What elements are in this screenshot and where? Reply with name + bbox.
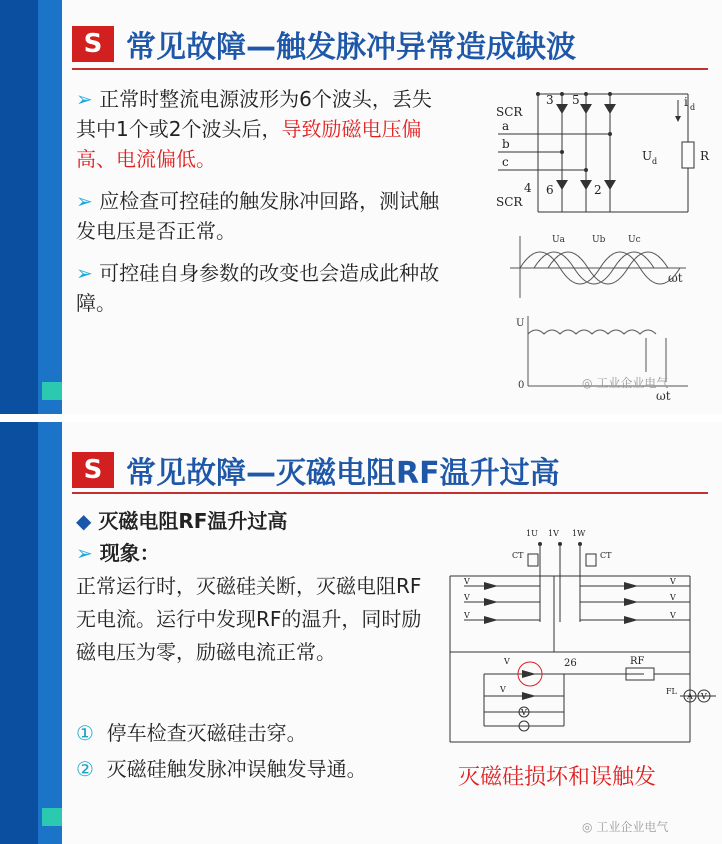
left-bar bbox=[0, 422, 38, 844]
slide-1 bbox=[0, 0, 722, 414]
bullet-2 bbox=[76, 186, 446, 246]
bullet-1-text: 正常时整流电源波形为6个波头，丢失其中1个或2个波头后， bbox=[76, 87, 432, 141]
label-ct1: CT bbox=[512, 551, 524, 560]
wave-label-wt: ωt bbox=[668, 271, 683, 285]
label-26: 26 bbox=[564, 658, 577, 669]
label-meter-v2: V bbox=[521, 708, 527, 717]
title-rule bbox=[72, 68, 708, 70]
section-heading: ◆ 灭磁电阻RF温升过高 bbox=[76, 509, 288, 533]
label-1v: 1V bbox=[548, 529, 559, 538]
brand-logo: S bbox=[72, 452, 114, 488]
wave2-label-zero: 0 bbox=[518, 380, 525, 391]
label-v-b: V bbox=[464, 593, 470, 602]
rectifier-circuit-diagram bbox=[488, 82, 716, 232]
label-1w: 1W bbox=[572, 529, 586, 538]
label-v-e: V bbox=[670, 593, 676, 602]
label-c: c bbox=[502, 155, 509, 169]
wave-label-ub: Ub bbox=[592, 235, 606, 245]
bullet-1-highlight: 导致励磁电压偏高、电流偏低。 bbox=[76, 117, 422, 171]
label-6: 6 bbox=[546, 183, 554, 197]
left-bar-inner bbox=[38, 422, 62, 844]
label-i: i bbox=[684, 95, 688, 109]
bullet-1 bbox=[76, 84, 446, 174]
left-bar-accent bbox=[42, 808, 62, 826]
left-bar bbox=[0, 0, 38, 414]
label-v-c: V bbox=[464, 611, 470, 620]
wave2-label-u: U bbox=[516, 318, 525, 329]
label-1u: 1U bbox=[526, 529, 538, 538]
label-r: R bbox=[700, 149, 710, 163]
label-meter-a: A bbox=[687, 692, 693, 701]
figure-caption: 灭磁硅损坏和误触发 bbox=[458, 765, 657, 790]
label-scr-bottom: SCR bbox=[496, 195, 523, 209]
label-v-d: V bbox=[670, 577, 676, 586]
label-ct2: CT bbox=[600, 551, 612, 560]
label-u-sub: d bbox=[652, 157, 658, 166]
watermark-2: ◎ 工业企业电气 bbox=[582, 820, 669, 834]
watermark-1: ◎ 工业企业电气 bbox=[582, 376, 669, 390]
label-fl: FL bbox=[666, 687, 677, 696]
deexcitation-circuit-diagram bbox=[444, 526, 716, 746]
label-5: 5 bbox=[572, 93, 580, 107]
label-rf: RF bbox=[630, 656, 645, 667]
item-2: ② 灭磁硅触发脉冲误触发导通。 bbox=[76, 757, 367, 781]
arrow-bullet-icon: ➢ bbox=[76, 189, 93, 213]
label-3: 3 bbox=[546, 93, 554, 107]
slide-title: 常见故障—灭磁电阻RF温升过高 bbox=[126, 456, 560, 491]
label-v-a: V bbox=[464, 577, 470, 586]
label-i-sub: d bbox=[690, 103, 696, 112]
three-phase-waveform bbox=[506, 232, 696, 302]
diamond-bullet-icon: ◆ bbox=[76, 509, 92, 533]
label-4: 4 bbox=[524, 181, 532, 195]
wave2-label-wt: ωt bbox=[656, 389, 671, 403]
label-v-h: V bbox=[500, 685, 506, 694]
label-meter-v: V bbox=[701, 692, 707, 701]
label-a: a bbox=[502, 119, 510, 133]
bullet-3 bbox=[76, 258, 446, 318]
brand-logo: S bbox=[72, 26, 114, 62]
phenomenon-paragraph: 正常运行时，灭磁硅关断，灭磁电阻RF无电流。运行中发现RF的温升，同时励磁电压为零，励磁电流正常。 bbox=[76, 574, 422, 664]
label-v-f: V bbox=[670, 611, 676, 620]
left-bar-inner bbox=[38, 0, 62, 414]
arrow-bullet-icon: ➢ bbox=[76, 261, 93, 285]
label-scr-top: SCR bbox=[496, 105, 523, 119]
label-v-g: V bbox=[504, 657, 510, 666]
label-b: b bbox=[502, 137, 510, 151]
wechat-icon: ◎ bbox=[582, 820, 593, 834]
title-rule bbox=[72, 492, 708, 494]
slide-2 bbox=[0, 422, 722, 844]
slide-title: 常见故障—触发脉冲异常造成缺波 bbox=[126, 30, 576, 65]
wave-label-uc: Uc bbox=[628, 235, 641, 245]
wave-label-ua: Ua bbox=[552, 235, 565, 245]
bullet-2-text: 应检查可控硅的触发脉冲回路，测试触发电压是否正常。 bbox=[76, 189, 440, 243]
wechat-icon: ◎ bbox=[582, 376, 593, 390]
item-1: ① 停车检查灭磁硅击穿。 bbox=[76, 721, 307, 745]
label-2: 2 bbox=[594, 183, 602, 197]
arrow-bullet-icon: ➢ bbox=[76, 87, 93, 111]
label-u: U bbox=[642, 149, 653, 163]
bullet-3-text: 可控硅自身参数的改变也会造成此种故障。 bbox=[76, 261, 440, 315]
subheading: ➢ 现象： bbox=[76, 541, 160, 565]
arrow-bullet-icon: ➢ bbox=[76, 541, 93, 565]
left-bar-accent bbox=[42, 382, 62, 400]
slide-gap bbox=[0, 414, 722, 422]
